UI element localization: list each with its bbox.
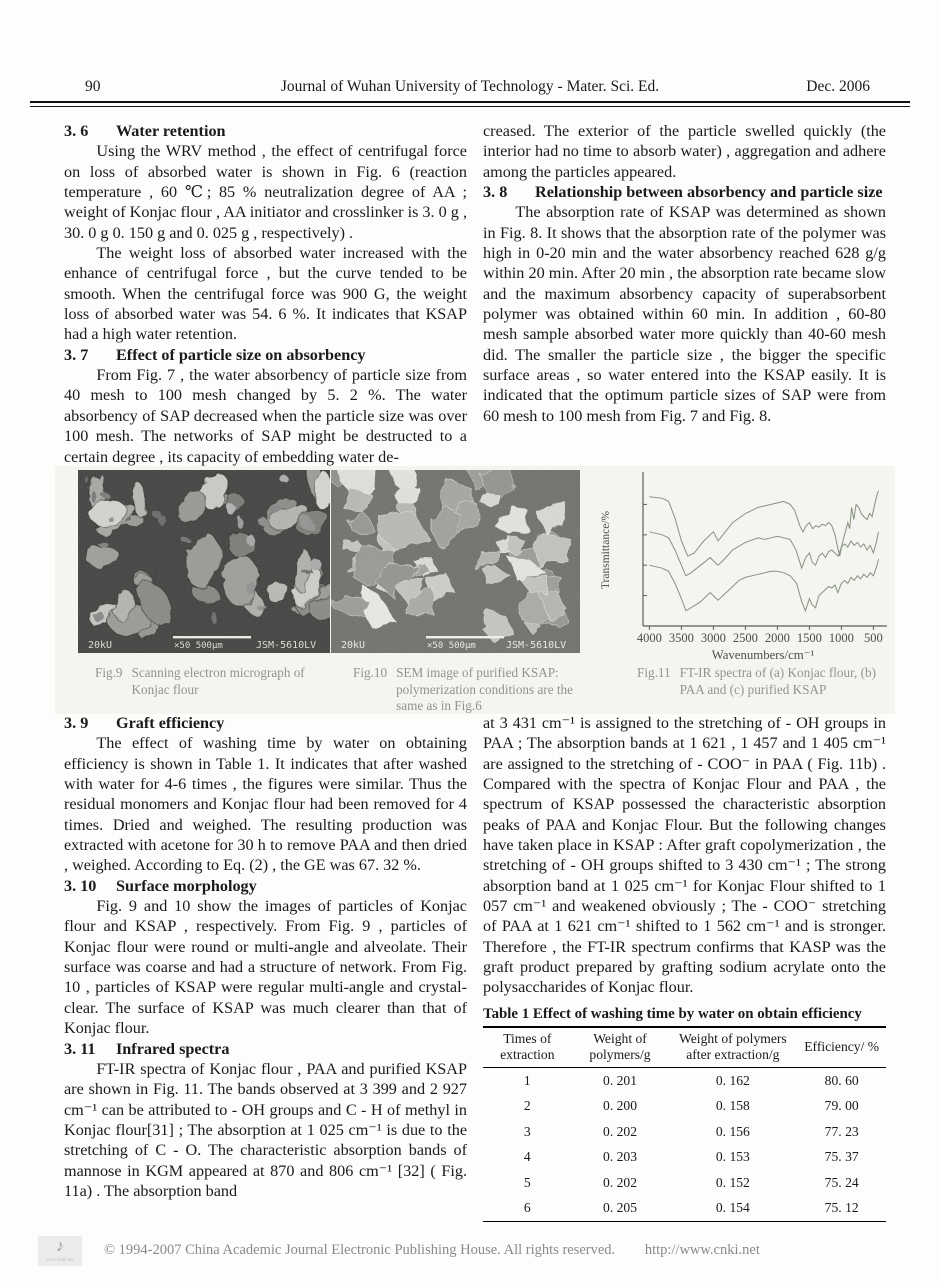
section-number: 3. 6 — [64, 122, 89, 140]
caption-label: Fig.9 — [95, 665, 123, 680]
sem-scale-bar — [426, 636, 504, 638]
spectrum-curve — [649, 559, 878, 611]
section-heading-3-10 — [64, 876, 467, 896]
x-tick-label: 2500 — [732, 631, 758, 645]
table-row — [483, 1119, 886, 1145]
paragraph: The weight loss of absorbed water increased with the enhance of centrifugal force , but the curve tended to be smooth. When the centrifugal force was 900 G, the weight loss of absorbed water was 54. 6 %. It indicates that KSAP had a high water retention. — [64, 244, 467, 344]
section-title: Graft efficiency — [116, 714, 225, 732]
cnki-logo-icon — [38, 1236, 82, 1266]
caption-text: Scanning electron micrograph of Konjac flour — [131, 665, 305, 697]
table-cell: 0. 158 — [715, 1098, 750, 1114]
sem-scale-bar — [173, 636, 251, 638]
figure-caption-fig10 — [353, 665, 591, 715]
table-cell: 0. 153 — [715, 1149, 750, 1165]
paragraph: The effect of washing time by water on obtaining efficiency is shown in Table 1. It indicates that after washed with water for 4-6 times , the figures were similar. Thus the residual monomers and Konjac flour had been removed for 4 times. Dried and weighed. The resulting production was extracted with acetone for 30 h to remove PAA and then dried , weighed. According to Eq. (2) , the GE was 67. 32 %. — [64, 734, 467, 875]
table-cell: 6 — [523, 1200, 531, 1216]
table-cell: 0. 162 — [715, 1072, 750, 1088]
table-row — [483, 1170, 886, 1196]
header-rule-thick — [30, 101, 910, 103]
x-tick-label: 4000 — [636, 631, 662, 645]
table-column-header: Efficiency/ % — [804, 1039, 880, 1055]
logo-subtext: www.cnki.net — [46, 1258, 74, 1263]
footer-url: http://www.cnki.net — [644, 1242, 760, 1258]
paragraph: From Fig. 7 , the water absorbency of particle size from 40 mesh to 100 mesh changed by 5. 2 %. The water absorbency of SAP decreased when the particle size was over 100 mesh. The networks of SAP might be destructed to a certain degree , its capacity of embedding water de- — [64, 366, 467, 466]
section-title: Surface morphology — [116, 876, 257, 895]
table-cell: 0. 205 — [603, 1200, 637, 1216]
paragraph: Using the WRV method , the effect of centrifugal force on loss of absorbed water is shown in Fig. 6 (reaction temperature , 60 ℃; 85 % neutralization degree of AA ; weight of Konjac flour , AA initiator and crosslinker is 3. 0 g , 30. 0 g 0. 150 g and 0. 025 g , respectively) . — [64, 142, 467, 242]
section-number: 3. 11 — [64, 1039, 96, 1058]
table-cell: 0. 152 — [715, 1174, 750, 1190]
table-row — [483, 1196, 886, 1222]
column-top-left — [64, 121, 467, 470]
table-cell: 4 — [523, 1149, 531, 1165]
table-row — [483, 1068, 886, 1094]
table-1-title: Table 1 Effect of washing time by water on obtain efficiency — [483, 1004, 886, 1028]
page-number: 90 — [85, 78, 101, 95]
table-row — [483, 1145, 886, 1171]
section-heading-3-9 — [64, 713, 467, 733]
table-cell: 75. 12 — [824, 1200, 859, 1216]
sem-image-fig9 — [78, 470, 330, 653]
copyright-text: © 1994-2007 China Academic Journal Electronic Publishing House. All rights reserved. — [104, 1242, 616, 1258]
column-top-right — [483, 121, 886, 470]
x-tick-label: 2000 — [764, 631, 790, 645]
table-cell: 0. 201 — [603, 1072, 637, 1088]
header-rule-thin — [30, 106, 910, 107]
table-column-header: Times of extraction — [500, 1031, 555, 1063]
section-number: 3. 9 — [64, 714, 89, 732]
section-title: Water retention — [116, 122, 226, 140]
section-heading-3-11 — [64, 1039, 467, 1059]
section-number: 3. 8 — [483, 183, 508, 202]
footer-text — [104, 1242, 760, 1259]
issue-date: Dec. 2006 — [806, 78, 870, 95]
x-tick-label: 3500 — [668, 631, 694, 645]
paragraph: Fig. 9 and 10 show the images of particles of Konjac flour and KSAP , respectively. From Fig. 9 , particles of Konjac flour were round or multi-angle and alveolate. Their surface was coarse and had a structure of network. From Fig. 10 , particles of KSAP were regular multi-angle and crystal-clear. The surface of KSAP was much clearer than that of Konjac flour. — [64, 897, 467, 1038]
journal-title: Journal of Wuhan University of Technology - Mater. Sci. Ed. — [280, 78, 660, 95]
section-number: 3. 7 — [64, 345, 89, 364]
sem-model-label: JSM-5610LV — [256, 640, 317, 651]
table-cell: 0. 202 — [603, 1174, 637, 1190]
table-cell: 79. 00 — [824, 1098, 859, 1114]
sem-image-fig10 — [331, 470, 580, 653]
section-title: Infrared spectra — [116, 1039, 230, 1058]
figure-caption-fig9 — [95, 665, 340, 698]
x-tick-label: 1000 — [828, 631, 854, 645]
table-column-header: Weight of polymers after extraction/g — [679, 1031, 787, 1063]
column-bottom-right — [483, 713, 886, 1235]
section-title: Effect of particle size on absorbency — [116, 345, 366, 364]
table-cell: 2 — [523, 1098, 531, 1114]
x-tick-label: 1500 — [796, 631, 822, 645]
spectrum-curve — [649, 491, 878, 556]
paragraph: FT-IR spectra of Konjac flour , PAA and purified KSAP are shown in Fig. 11. The bands observed at 3 399 and 2 927 cm⁻¹ can be attributed to - OH groups and C - H of methyl in Konjac flour[31] ; The absorption at 1 025 cm⁻¹ is due to the stretching of C - O. The characteristic absorption bands of mannose in KGM appeared at 870 and 806 cm⁻¹ [32] ( Fig. 11a) . The absorption band — [64, 1059, 467, 1200]
section-title: Relationship between absorbency and particle size — [535, 183, 883, 202]
logo-glyph: ♪ — [56, 1238, 64, 1255]
table-cell: 77. 23 — [824, 1123, 859, 1139]
ftir-chart-fig11 — [595, 468, 895, 668]
sem-kv-label: 20kU — [88, 640, 113, 651]
table-cell: 75. 24 — [824, 1174, 859, 1190]
table-cell: 80. 60 — [824, 1072, 859, 1088]
sem-mag-label: ×50 500μm — [174, 641, 223, 651]
caption-label: Fig.10 — [353, 665, 388, 680]
table-cell: 75. 37 — [824, 1149, 859, 1165]
table-cell: 3 — [523, 1123, 531, 1139]
caption-text: FT-IR spectra of (a) Konjac flour, (b) PAA and (c) purified KSAP — [679, 665, 876, 697]
sem-model-label: JSM-5610LV — [506, 640, 567, 651]
section-heading-3-7 — [64, 345, 467, 365]
table-cell: 0. 203 — [603, 1149, 637, 1165]
table-cell: 0. 202 — [603, 1123, 637, 1139]
x-axis-label: Wavenumbers/cm⁻¹ — [711, 648, 815, 662]
x-tick-label: 3000 — [700, 631, 726, 645]
table-column-header: Weight of polymers/g — [589, 1031, 651, 1063]
page-header — [30, 78, 910, 100]
figure-caption-fig11 — [637, 665, 889, 698]
x-tick-label: 500 — [864, 631, 883, 645]
caption-label: Fig.11 — [637, 665, 671, 680]
table-cell: 0. 156 — [715, 1123, 750, 1139]
column-bottom-left — [64, 713, 467, 1233]
paragraph: at 3 431 cm⁻¹ is assigned to the stretching of - OH groups in PAA ; The absorption bands at 1 621 , 1 457 and 1 405 cm⁻¹ are assigned to the stretching of - COO⁻ in PAA ( Fig. 11b) . Compared with the spectra of Konjac Flour and PAA , the spectrum of KSAP possessed the characteristic absorption peaks of PAA and Konjac Flour. But the following changes have taken place in KSAP : After graft copolymerization , the stretching of - OH groups shifted to 3 430 cm⁻¹ ; The strong absorption band at 1 025 cm⁻¹ for Konjac Flour shifted to 1 057 cm⁻¹ and weakened obviously ; The - COO⁻ stretching of PAA at 1 621 cm⁻¹ shifted to 1 562 cm⁻¹ and is stronger. Therefore , the FT-IR spectrum confirms that KASP was the graft product prepared by grafting sodium acrylate onto the polysaccharides of Konjac flour. — [483, 714, 886, 997]
table-1 — [483, 1029, 886, 1222]
y-axis-label: Transmittance/% — [600, 510, 612, 590]
table-cell: 0. 154 — [715, 1200, 750, 1216]
caption-text: SEM image of purified KSAP: polymerization conditions are the same as in Fig.6 — [396, 665, 573, 713]
section-number: 3. 10 — [64, 876, 97, 895]
table-row — [483, 1094, 886, 1120]
sem-mag-label: ×50 500μm — [427, 641, 476, 651]
table-cell: 5 — [523, 1174, 531, 1190]
section-heading-3-6 — [64, 121, 467, 141]
table-cell: 0. 200 — [603, 1098, 637, 1114]
page-footer — [0, 1234, 940, 1274]
table-cell: 1 — [523, 1072, 531, 1088]
paragraph: The absorption rate of KSAP was determined as shown in Fig. 8. It shows that the absorption rate of the polymer was high in 0-20 min and the water absorbency reached 628 g/g within 20 min. After 20 min , the absorption rate became slow and the maximum absorbency capacity of superabsorbent polymer was obtained within 60 min. In addition , 60-80 mesh sample absorbed water more quickly than 40-60 mesh did. The smaller the particle size , the bigger the specific surface areas , so water entered into the KSAP easily. It is indicated that the optimum particle sizes of SAP were from 60 mesh to 100 mesh from Fig. 7 and Fig. 8. — [483, 203, 886, 425]
paragraph: creased. The exterior of the particle swelled quickly (the interior had no time to absorb water) , aggregation and adhere among the particles appeared. — [483, 122, 886, 181]
sem-kv-label: 20kU — [341, 640, 366, 651]
figure-band — [55, 466, 895, 714]
section-heading-3-8 — [483, 182, 886, 202]
